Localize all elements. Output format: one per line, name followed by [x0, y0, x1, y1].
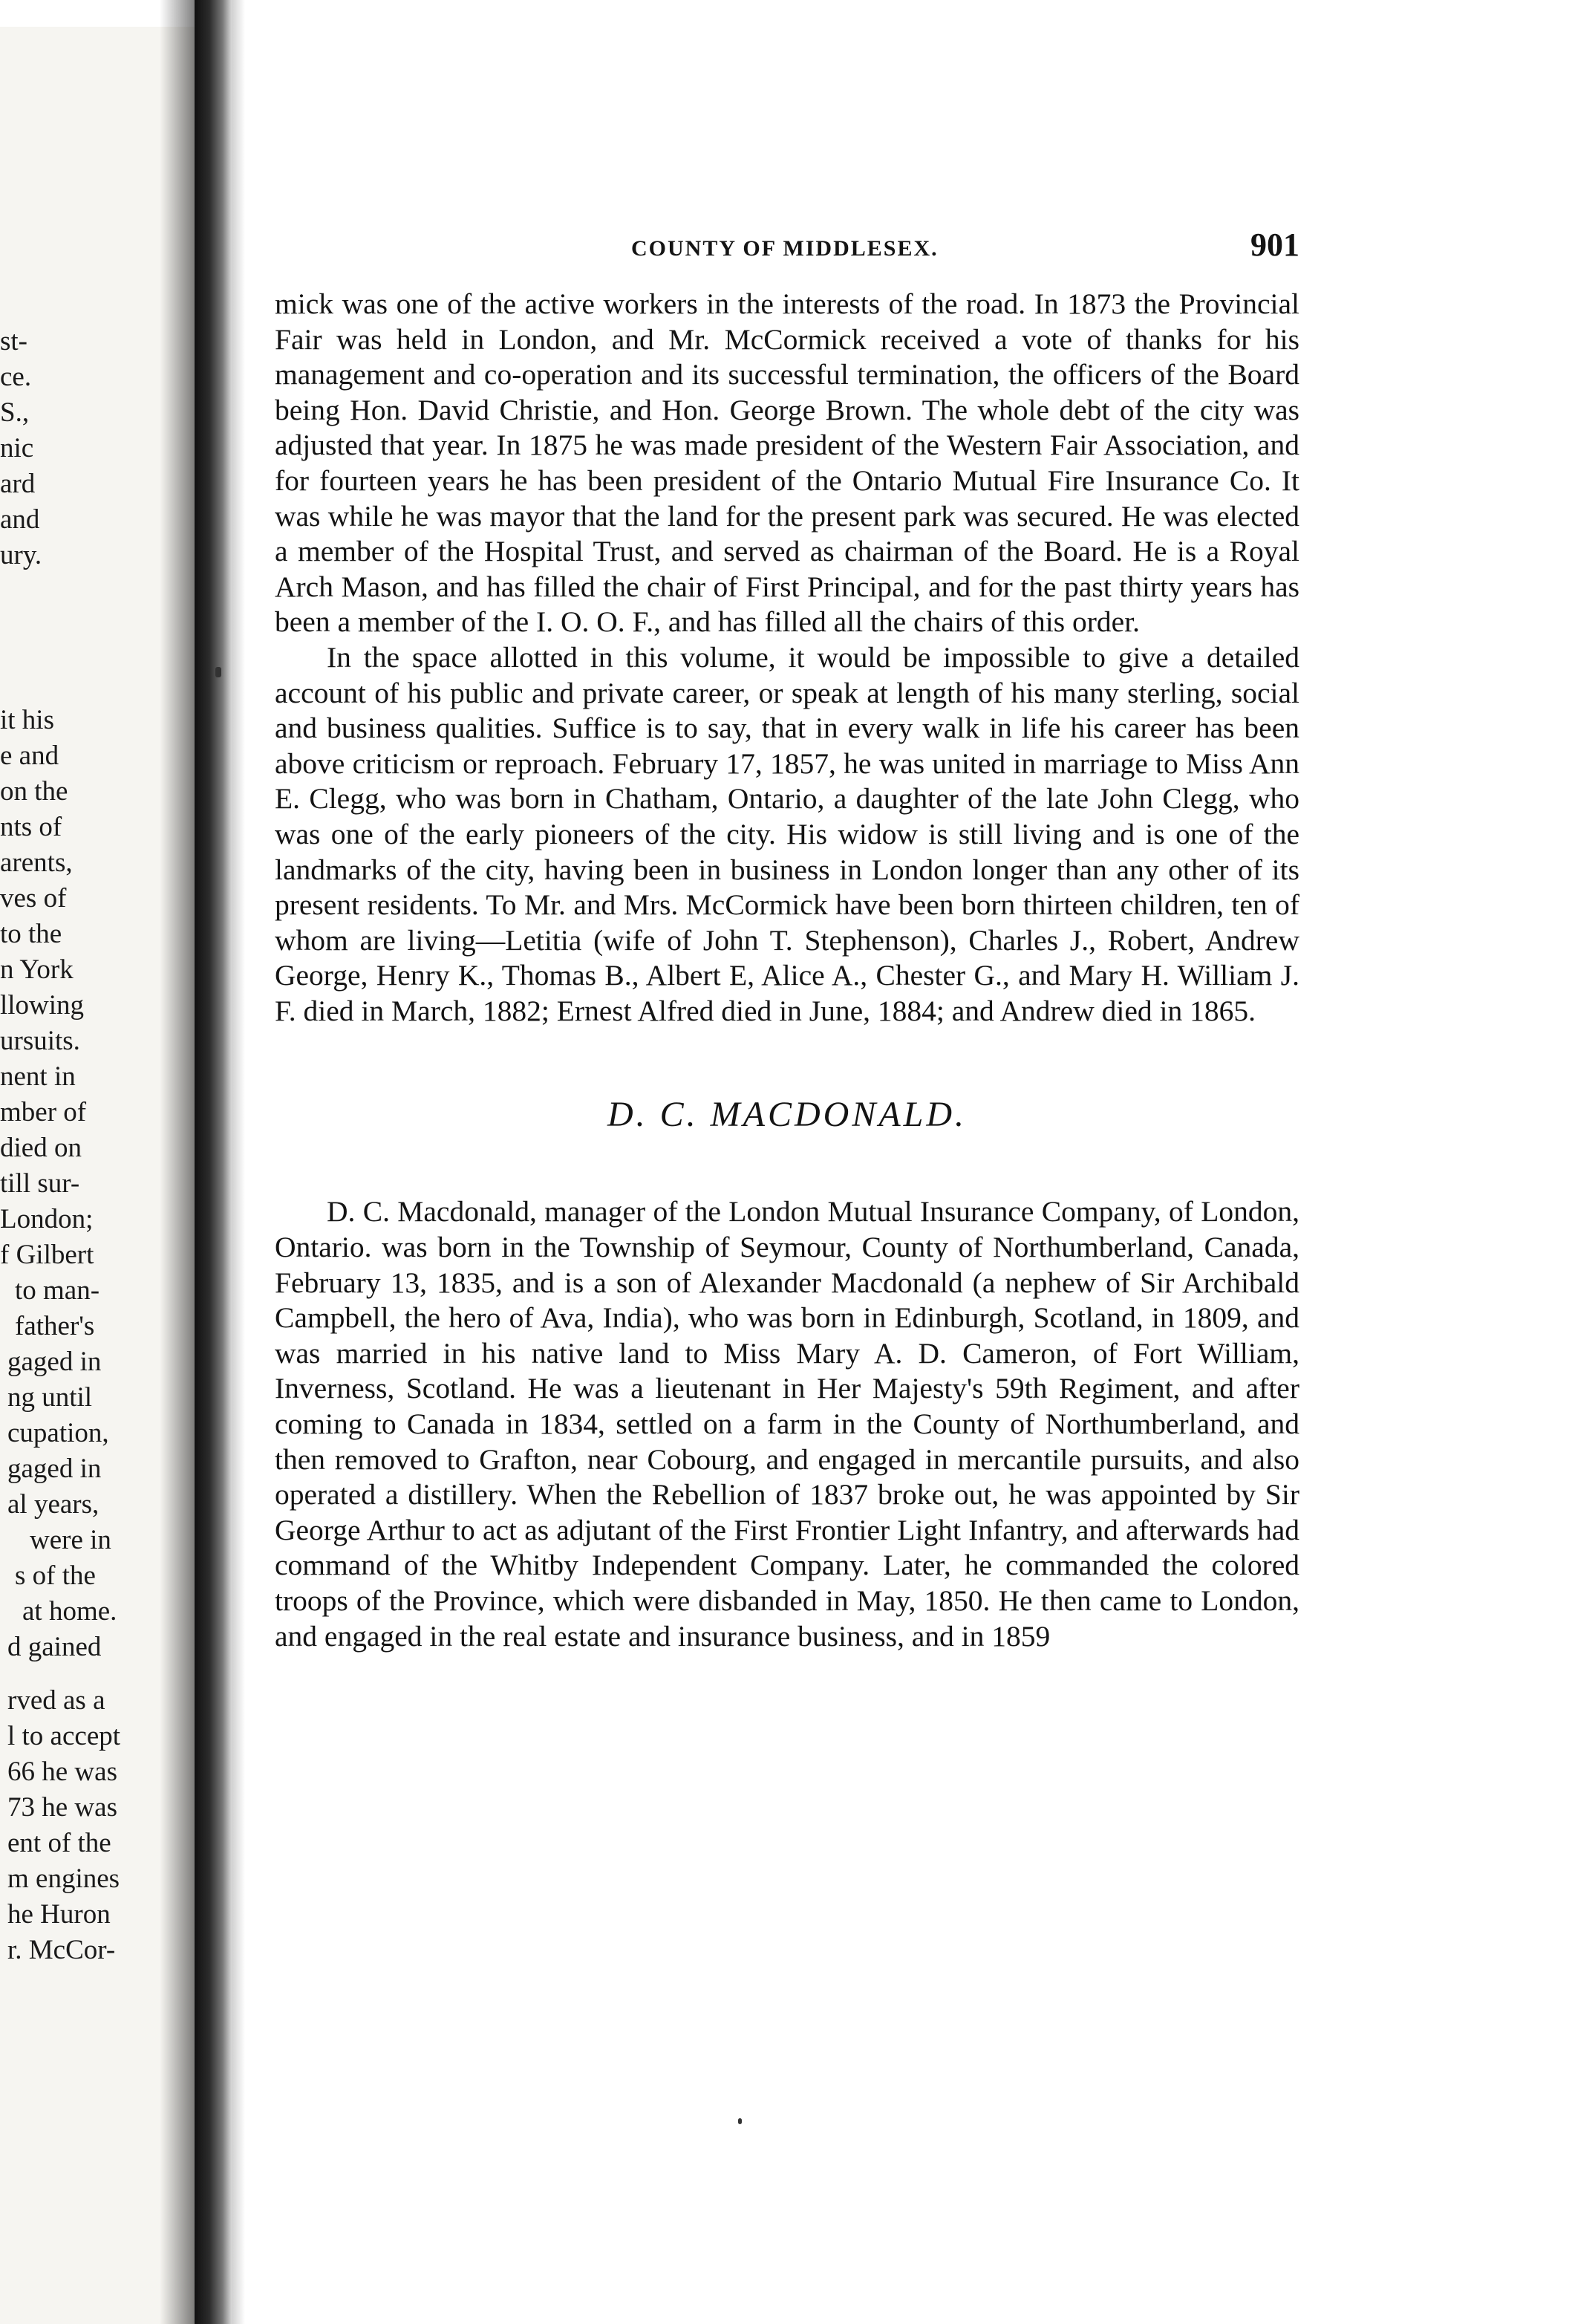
facing-line: mber of: [0, 1097, 87, 1127]
facing-line: ury.: [0, 540, 42, 570]
facing-line: gaged in: [7, 1347, 102, 1377]
facing-line: d gained: [7, 1632, 102, 1662]
running-title: COUNTY OF MIDDLESEX.: [631, 236, 939, 261]
facing-line: on the: [0, 776, 68, 807]
facing-line: nts of: [0, 812, 62, 842]
facing-line: 66 he was: [7, 1757, 117, 1787]
facing-line: ce.: [0, 362, 32, 392]
paragraph-family: In the space allotted in this volume, it would be impossible to give a detailed account of his public and private career, or speak at length of his many sterling, social and business qualities. Suffice is to say, that in every walk in life his career has been above criticism or reproach. February 17, 1857, he was united in marriage to Miss Ann E. Clegg, who was born in Chatham, Ontario, a daughter of the late John Clegg, who was one of the early pioneers of the city. His widow is still living and is one of the landmarks of the city, having been in business in London longer than any other of its present residents. To Mr. and Mrs. McCormick have been born thirteen children, ten of whom are living—Letitia (wife of John T. Stephenson), Charles J., Robert, Andrew George, Henry K., Thomas B., Albert E, Alice A., Chester G., and Mary H. William J. F. died in March, 1882; Ernest Alfred died in June, 1884; and Andrew died in 1865.: [275, 640, 1299, 1027]
section-heading-text: D. C. MACDONALD.: [607, 1095, 968, 1135]
facing-line: cupation,: [7, 1418, 109, 1448]
section-heading: [275, 1094, 1299, 1135]
facing-line: m engines: [7, 1864, 120, 1894]
facing-line: llowing: [0, 990, 85, 1021]
facing-line: to man-: [15, 1275, 100, 1306]
facing-line: it his: [0, 705, 54, 735]
facing-line: ng until: [7, 1382, 93, 1413]
facing-line: ursuits.: [0, 1026, 80, 1056]
facing-line: e and: [0, 741, 59, 771]
facing-line: rved as a: [7, 1685, 105, 1716]
facing-line: l to accept: [7, 1721, 121, 1751]
facing-line: st-: [0, 326, 27, 357]
paragraph-macdonald-bio: D. C. Macdonald, manager of the London Mutual Insurance Company, of London, Ontario. was born in the Township of Seymour, County of Northumberland, Canada, February 13, 1835, and is a son of Alexander Macdonald (a nephew of Sir Archibald Campbell, the hero of Ava, India), who was born in Edinburgh, Scotland, in 1809, and was married in his native land to Miss Mary A. D. Cameron, of Fort William, Inverness, Scotland. He was a lieutenant in Her Majesty's 59th Regiment, and after coming to Canada in 1834, settled on a farm in the County of Northumberland, and then removed to Grafton, near Cobourg, and engaged in mercantile pursuits, and also operated a distillery. When the Rebellion of 1837 broke out, he was appointed by Sir George Arthur to act as adjutant of the First Frontier Light Infantry, and afterwards had command of the Whitby Independent Company. Later, he commanded the colored troops of the Province, which were disbanded in May, 1850. He then came to London, and engaged in the real estate and insurance business, and in 1859: [275, 1195, 1299, 1653]
facing-line: ard: [0, 469, 36, 499]
facing-line: ves of: [0, 883, 67, 914]
facing-line: died on: [0, 1133, 82, 1163]
facing-line: n York: [0, 954, 74, 985]
facing-page-text: [0, 0, 178, 2324]
facing-line: ent of the: [7, 1828, 111, 1858]
running-head: [275, 223, 1299, 267]
main-page: [275, 223, 1299, 1654]
gutter-shadow: [160, 0, 195, 2324]
facing-line: to the: [0, 919, 62, 949]
facing-line: he Huron: [7, 1899, 111, 1930]
facing-page-strip: [0, 0, 195, 2324]
facing-line: s of the: [15, 1560, 96, 1591]
facing-line: and: [0, 504, 40, 535]
facing-line: 73 he was: [7, 1792, 117, 1823]
facing-line: father's: [15, 1311, 95, 1341]
facing-line: were in: [30, 1525, 111, 1555]
facing-line: f Gilbert: [0, 1240, 94, 1270]
facing-line: al years,: [7, 1489, 100, 1520]
facing-line: gaged in: [7, 1454, 102, 1484]
facing-line: S.,: [0, 397, 30, 428]
scan-speck: [738, 2118, 742, 2124]
facing-line: till sur-: [0, 1168, 80, 1199]
facing-line: r. McCor-: [7, 1935, 116, 1965]
facing-line: arents,: [0, 847, 73, 878]
facing-line: nent in: [0, 1061, 76, 1092]
page-edge: [232, 0, 245, 2324]
page-number: 901: [1250, 227, 1299, 263]
facing-line: nic: [0, 433, 34, 463]
book-gutter: [195, 0, 232, 2324]
facing-line: at home.: [22, 1596, 117, 1627]
paragraph-continuation: mick was one of the active workers in the interests of the road. In 1873 the Provincial Fair was held in London, and Mr. McCormick received a vote of thanks for his management and co-operation and its successful termination, the officers of the Board being Hon. David Christie, and Hon. George Brown. The whole debt of the city was adjusted that year. In 1875 he was made president of the Western Fair Association, and for fourteen years he has been president of the Ontario Mutual Fire Insurance Co. It was while he was mayor that the land for the present park was secured. He was elected a member of the Hospital Trust, and served as chairman of the Board. He is a Royal Arch Mason, and has filled the chair of First Principal, and for the past thirty years has been a member of the I. O. O. F., and has filled all the chairs of this order.: [275, 287, 1299, 639]
facing-line: London;: [0, 1204, 94, 1234]
scan-speck: [215, 667, 221, 677]
